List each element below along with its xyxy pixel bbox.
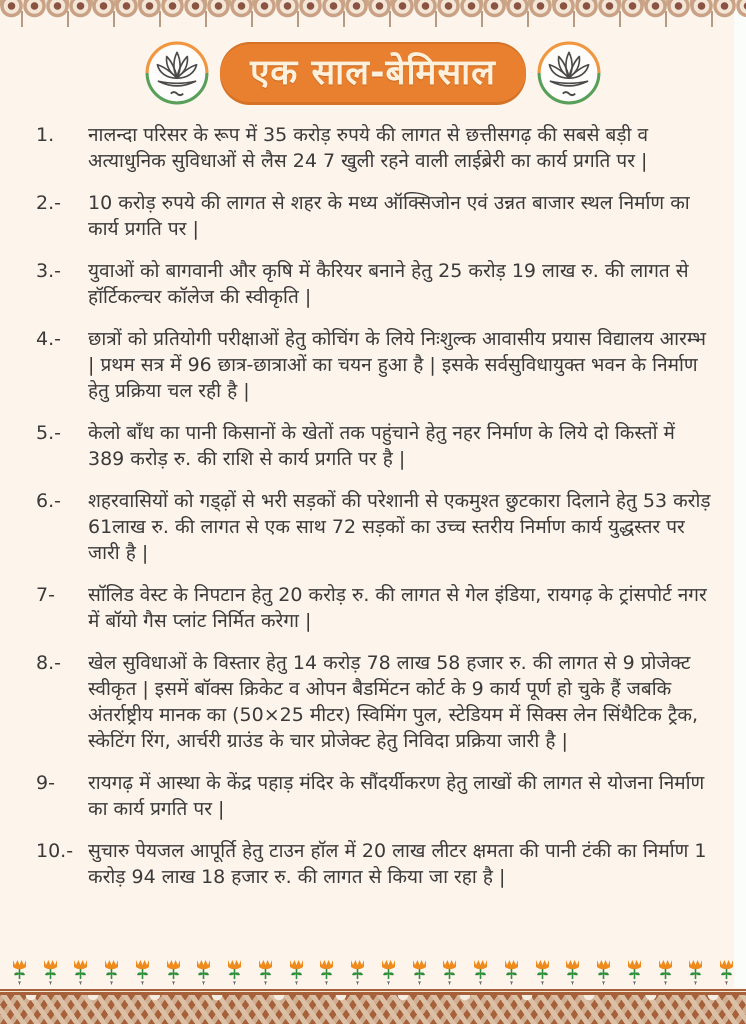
item-number: 10.- xyxy=(36,840,74,862)
item-number: 2.- xyxy=(36,192,61,214)
flower-garland-row xyxy=(4,954,742,986)
top-scallop-border xyxy=(0,0,746,27)
bjp-lotus-logo-left xyxy=(144,40,210,106)
item-number: 5.- xyxy=(36,422,61,444)
item-text: रायगढ़ में आस्था के केंद्र पहाड़ मंदिर के सौंदर्यीकरण हेतु लाखों की लागत से योजना निर्माण का कार्य प्रगति पर | xyxy=(88,772,705,820)
item-number: 4.- xyxy=(36,328,61,350)
marigold-flower-icon xyxy=(379,958,398,986)
marigold-flower-icon xyxy=(533,958,552,986)
marigold-flower-icon xyxy=(71,958,90,986)
marigold-flower-icon xyxy=(41,958,60,986)
page-title: एक साल-बेमिसाल xyxy=(250,52,496,93)
list-item xyxy=(36,838,712,890)
list-item xyxy=(36,258,712,310)
list-item xyxy=(36,770,712,822)
item-number: 7- xyxy=(36,584,55,606)
item-number: 9- xyxy=(36,772,55,794)
marigold-flower-icon xyxy=(102,958,121,986)
item-text: 10 करोड़ रुपये की लागत से शहर के मध्य ऑक्सिजोन एवं उन्नत बाजार स्थल निर्माण का कार्य प्रगति पर | xyxy=(88,192,690,240)
list-item xyxy=(36,420,712,472)
item-text: सुचारु पेयजल आपूर्ति हेतु टाउन हॉल में 20 लाख लीटर क्षमता की पानी टंकी का निर्माण 1 करोड़ 94 लाख 18 हजार रु. की लागत से किया जा रहा है | xyxy=(88,840,707,888)
list-item xyxy=(36,190,712,242)
list-item xyxy=(36,122,712,174)
item-number: 6.- xyxy=(36,490,61,512)
marigold-flower-icon xyxy=(440,958,459,986)
title-banner xyxy=(220,42,526,105)
marigold-flower-icon xyxy=(471,958,490,986)
bottom-band-divider xyxy=(0,988,746,995)
item-number: 1. xyxy=(36,124,55,146)
list-item xyxy=(36,326,712,404)
marigold-flower-icon xyxy=(563,958,582,986)
marigold-flower-icon xyxy=(625,958,644,986)
item-text: केलो बाँध का पानी किसानों के खेतों तक पहुंचाने हेतु नहर निर्माण के लिये दो किस्तों में 389 करोड़ रु. की राशि से कार्य प्रगति पर है | xyxy=(88,422,675,470)
marigold-flower-icon xyxy=(656,958,675,986)
marigold-flower-icon xyxy=(348,958,367,986)
item-number: 3.- xyxy=(36,260,61,282)
marigold-flower-icon xyxy=(225,958,244,986)
item-text: छात्रों को प्रतियोगी परीक्षाओं हेतु कोचिंग के लिये निःशुल्क आवासीय प्रयास विद्यालय आरम्भ | प्रथम सत्र में 96 छात्र-छात्राओं का चयन हुआ है | इसके सर्वसुविधायुक्त भवन के निर्माण हेतु प्रक्रिया चल रही है | xyxy=(88,328,706,402)
item-text: सॉलिड वेस्ट के निपटान हेतु 20 करोड़ रु. की लागत से गेल इंडिया, रायगढ़ के ट्रांसपोर्ट नगर में बॉयो गैस प्लांट निर्मित करेगा | xyxy=(88,584,707,632)
item-text: युवाओं को बागवानी और कृषि में कैरियर बनाने हेतु 25 करोड़ 19 लाख रु. की लागत से हॉर्टिकल्चर कॉलेज की स्वीकृति | xyxy=(88,260,689,308)
item-text: नालन्दा परिसर के रूप में 35 करोड़ रुपये की लागत से छत्तीसगढ़ की सबसे बड़ी व अत्याधुनिक सुविधाओं से लैस 24 7 खुली रहने वाली लाईब्रेरी का कार्य प्रगति पर | xyxy=(88,124,649,172)
marigold-flower-icon xyxy=(410,958,429,986)
list-item xyxy=(36,488,712,566)
achievement-list xyxy=(0,122,746,954)
bjp-lotus-logo-right xyxy=(536,40,602,106)
item-number: 8.- xyxy=(36,652,61,674)
header xyxy=(0,40,746,106)
list-item xyxy=(36,650,712,754)
list-item xyxy=(36,582,712,634)
marigold-flower-icon xyxy=(256,958,275,986)
marigold-flower-icon xyxy=(317,958,336,986)
marigold-flower-icon xyxy=(717,958,736,986)
bottom-ornament-band xyxy=(0,995,746,1024)
marigold-flower-icon xyxy=(164,958,183,986)
item-text: खेल सुविधाओं के विस्तार हेतु 14 करोड़ 78 लाख 58 हजार रु. की लागत से 9 प्रोजेक्ट स्वीकृत | इसमें बॉक्स क्रिकेट व ओपन बैडमिंटन कोर्ट के 9 कार्य पूर्ण हो चुके हैं जबकि अंतर्राष्ट्रीय मानक का (50×25 मीटर) स्विमिंग पुल, स्टेडियम में सिक्स लेन सिंथैटिक ट्रैक, स्केटिंग रिंग, आर्चरी ग्राउंड के चार प्रोजेक्ट हेतु निविदा प्रक्रिया जारी है | xyxy=(88,652,699,752)
marigold-flower-icon xyxy=(10,958,29,986)
marigold-flower-icon xyxy=(133,958,152,986)
marigold-flower-icon xyxy=(194,958,213,986)
marigold-flower-icon xyxy=(502,958,521,986)
marigold-flower-icon xyxy=(287,958,306,986)
item-text: शहरवासियों को गड्ढ़ों से भरी सड़कों की परेशानी से एकमुश्त छुटकारा दिलाने हेतु 53 करोड़ 61लाख रु. की लागत से एक साथ 72 सड़कों का उच्च स्तरीय निर्माण कार्य युद्धस्तर पर जारी है | xyxy=(88,490,711,564)
marigold-flower-icon xyxy=(686,958,705,986)
marigold-flower-icon xyxy=(594,958,613,986)
